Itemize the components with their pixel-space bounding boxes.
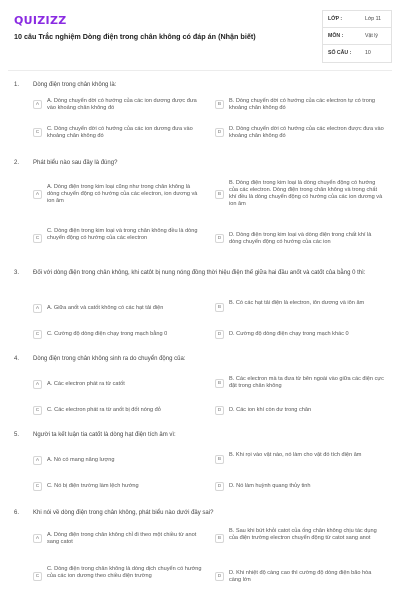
option-text: D. Dòng chuyển dời có hướng của các electron được đưa vào khoảng chân không đó xyxy=(229,126,384,139)
option-text: B. Dòng chuyển dời có hướng của các electron tự có trong khoảng chân không đó xyxy=(229,98,376,111)
option-letter-badge: D xyxy=(215,234,224,243)
option-letter-badge: B xyxy=(215,303,224,312)
option-letter-badge: C xyxy=(33,572,42,581)
worksheet-meta-box xyxy=(322,10,392,63)
question-number: 6. xyxy=(14,510,20,516)
option-letter-badge: B xyxy=(215,455,224,464)
option-letter-badge: A xyxy=(33,380,42,389)
option-letter-badge: B xyxy=(215,100,224,109)
meta-label-count: SỐ CÂU : xyxy=(328,50,352,56)
option-text: B. Khi rọi vào vật nào, nó làm cho vật đó tích điện âm xyxy=(229,452,362,458)
option-text: B. Các electron mà ta đưa từ bên ngoài vào giữa các điện cực đặt trong chân không xyxy=(229,376,384,389)
question-text: Đối với dòng điện trong chân không, khi catôt bị nung nóng đồng thời hiệu điện thế giữa hai đầu anốt và catốt của bằng 0 thì: xyxy=(33,270,366,276)
option-letter-badge: C xyxy=(33,234,42,243)
option-letter-badge: C xyxy=(33,482,42,491)
option-letter-badge: B xyxy=(215,190,224,199)
option-text: B. Dòng điện trong kim loại là dòng chuyển động có hướng của các electron. Dòng điện trong chân không và trong chất khí đều là dòng chuyển động có hướng của các ion dương và ion âm xyxy=(229,180,383,207)
quizizz-logo[interactable]: QUIZIZZ xyxy=(14,14,67,27)
header-divider xyxy=(8,70,392,71)
option-text: C. Dòng điện trong kim loại và trong chân không đều là dòng chuyển động có hướng của các electron xyxy=(47,228,198,241)
meta-value-count: 10 xyxy=(365,50,371,56)
option-letter-badge: A xyxy=(33,304,42,313)
option-text: C. Dòng chuyển dời có hướng của các ion dương đưa vào khoảng chân không đó xyxy=(47,126,193,139)
question-text: Người ta kết luận tia catốt là dòng hạt điện tích âm vì: xyxy=(33,432,176,438)
worksheet-title: 10 câu Trắc nghiệm Dòng điện trong chân không có đáp án (Nhận biết) xyxy=(14,32,256,41)
question-number: 2. xyxy=(14,160,20,166)
question-text: Dòng điện trong chân không sinh ra do chuyển động của: xyxy=(33,356,186,362)
question-text: Khi nói về dòng điện trong chân không, phát biểu nào dưới đây sai? xyxy=(33,510,214,516)
meta-row-subject xyxy=(323,28,391,45)
option-letter-badge: D xyxy=(215,572,224,581)
option-letter-badge: A xyxy=(33,456,42,465)
meta-label-class: LỚP : xyxy=(328,16,343,22)
option-letter-badge: A xyxy=(33,534,42,543)
option-text: A. Các electron phát ra từ catốt xyxy=(47,381,125,387)
option-text: D. Khi nhiệt độ càng cao thì cường độ dòng điện bão hòa càng lớn xyxy=(229,570,372,583)
option-letter-badge: D xyxy=(215,482,224,491)
option-text: A. Dòng chuyển dời có hướng của các ion dương được đưa vào khoảng chân không đó xyxy=(47,98,197,111)
option-letter-badge: A xyxy=(33,190,42,199)
option-letter-badge: D xyxy=(215,406,224,415)
option-text: D. Dòng điện trong kim loại và dòng điện trong chất khí là dòng chuyển động có hướng của các ion xyxy=(229,232,372,245)
option-text: D. Các ion khí còn dư trong chân xyxy=(229,407,312,413)
meta-value-subject: Vật lý xyxy=(365,33,378,39)
option-text: C. Nó bị điện trường làm lệch hướng xyxy=(47,483,139,489)
meta-value-class: Lớp 11 xyxy=(365,16,381,22)
question-text: Dòng điện trong chân không là: xyxy=(33,82,117,88)
option-letter-badge: B xyxy=(215,379,224,388)
option-text: B. Có các hạt tải điện là electron, iôn dương và iôn âm xyxy=(229,300,365,306)
meta-label-subject: MÔN : xyxy=(328,33,344,39)
option-letter-badge: C xyxy=(33,406,42,415)
question-number: 5. xyxy=(14,432,20,438)
option-letter-badge: C xyxy=(33,128,42,137)
option-text: A. Giữa anốt và catốt không có các hạt tải điện xyxy=(47,305,164,311)
option-letter-badge: B xyxy=(215,534,224,543)
option-letter-badge: A xyxy=(33,100,42,109)
option-text: D. Nó làm huỳnh quang thủy tinh xyxy=(229,483,311,489)
option-text: A. Dòng điện trong chân không chỉ đi theo một chiều từ anot sang catot xyxy=(47,532,197,545)
option-letter-badge: D xyxy=(215,330,224,339)
option-text: B. Sau khi bứt khỏi catot của ống chân không chịu tác dụng của điện trường electron chuyển động từ catot sang anot xyxy=(229,528,377,541)
question-text: Phát biểu nào sau đây là đúng? xyxy=(33,160,118,166)
option-text: C. Dòng điện trong chân không là dòng dịch chuyển có hướng của các ion dương theo chiều điện trường xyxy=(47,566,202,579)
option-letter-badge: C xyxy=(33,330,42,339)
option-text: C. Cường độ dòng điện chạy trong mạch bằng 0 xyxy=(47,331,168,337)
question-number: 3. xyxy=(14,270,20,276)
question-number: 1. xyxy=(14,82,20,88)
option-text: C. Các electron phát ra từ anốt bị đốt nóng đỏ xyxy=(47,407,161,413)
option-letter-badge: D xyxy=(215,128,224,137)
meta-row-class xyxy=(323,11,391,28)
question-number: 4. xyxy=(14,356,20,362)
option-text: A. Nó có mang năng lượng xyxy=(47,457,115,463)
option-text: A. Dòng điện trong kim loại cũng như trong chân không là dòng chuyển động có hướng của các electron, ion dương và ion âm xyxy=(47,184,198,204)
meta-row-count xyxy=(323,45,391,62)
option-text: D. Cường độ dòng điện chạy trong mạch khác 0 xyxy=(229,331,349,337)
worksheet-header xyxy=(0,0,400,72)
